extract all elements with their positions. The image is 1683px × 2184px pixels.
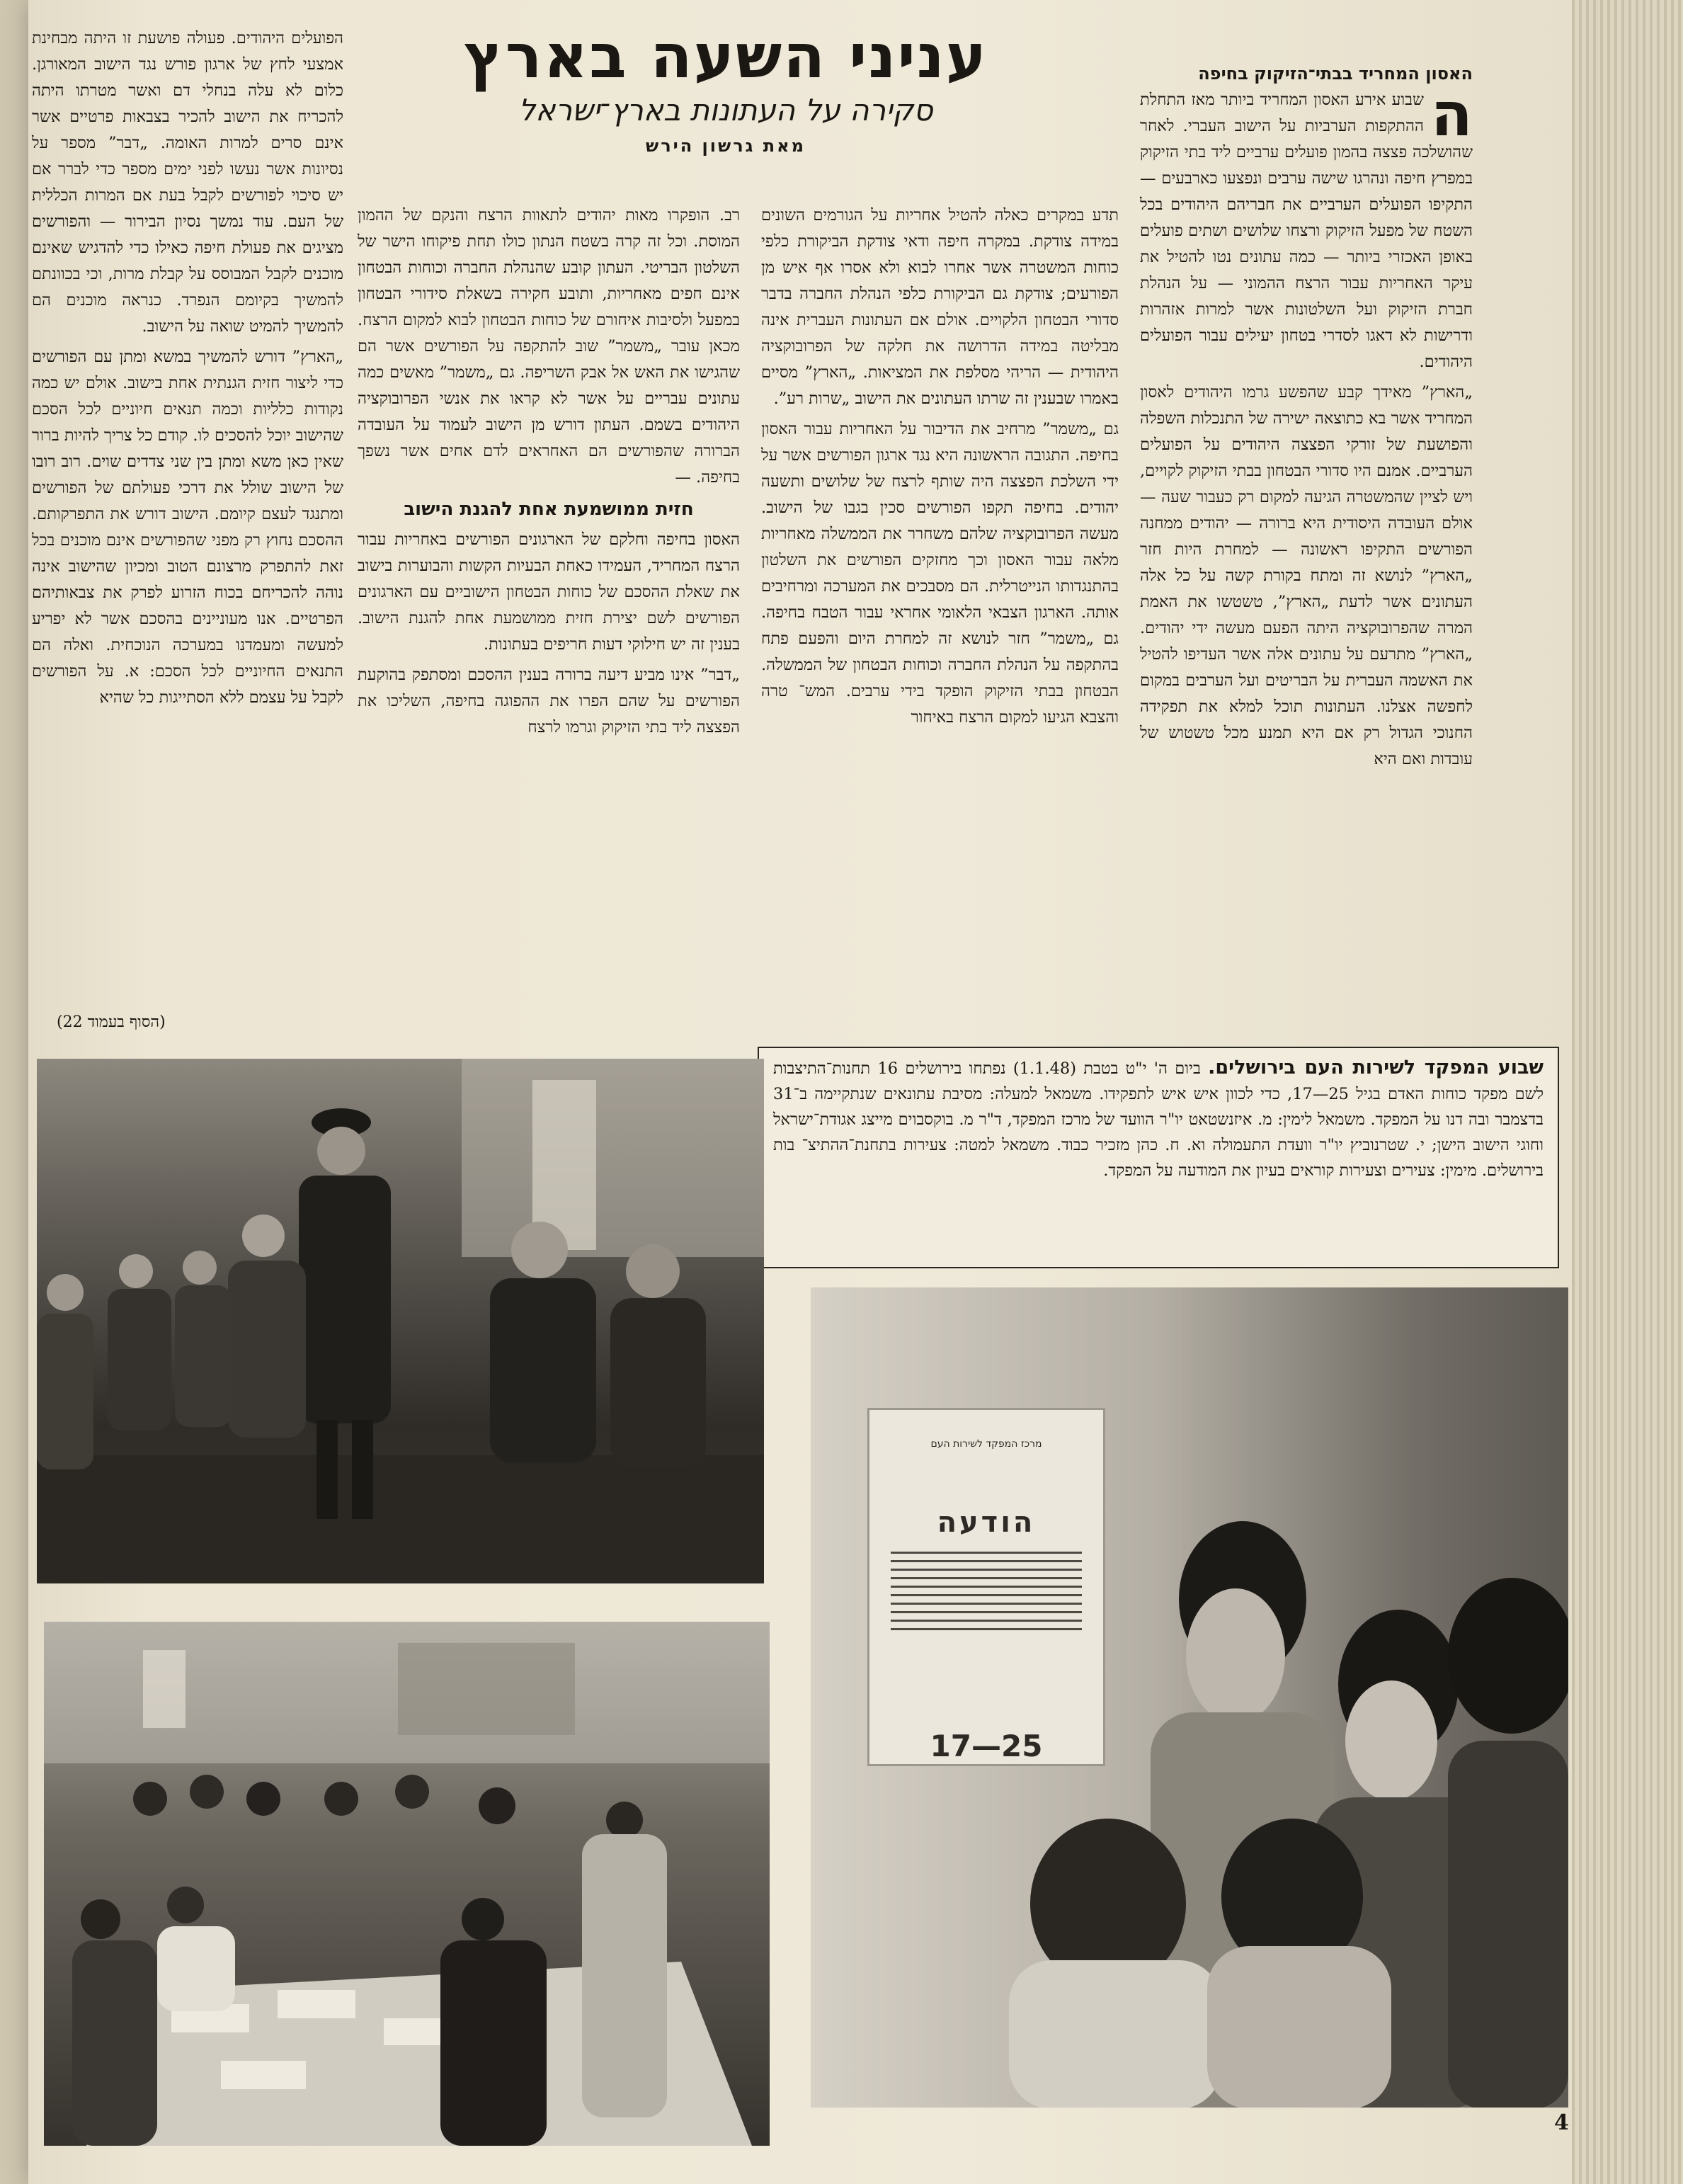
column-paragraph: „הארץ” דורש להמשיך במשא ומתן עם הפורשים כדי ליצור חזית הגנתית אחת בישוב. אולם יש כמה נקודות כלליות וכמה תנאים חיוניים לכל הסכם שהישוב יוכל להסכים לו. קודם כל צריך להיות ברור שאין כאן משא ומתן בין שני צדדים שוים. רוב רובו של הישוב שולל את דרכי פעולתם של הפורשים ומתנגד לעצם קיומם. הישוב דורש את התפרקותם. ההסכם נחוץ רק מפני שהפורשים אינם מוכנים בכל זאת להתפרק מרצונם הטוב ומכיון שהישוב אינה נוהה להכריחם בכוח הזרוע לפרק את צבאותיהם הפרטיים. אנו מעוניינים בהסכם אשר לא יפריע למעשה ומעמדנו במערכה הנוכחית. ואלה הם התנאים החיוניים לכל הסכם: א. על הפורשים לקבל על עצמם ללא הסתייגות כל שהיא xyxy=(32,348,343,707)
caption-title: שבוע המפקד לשירות העם בירושלים. xyxy=(1208,1057,1544,1079)
section-title: חזית ממושמעת אחת להגנת הישוב xyxy=(404,499,694,520)
page-number: 4 xyxy=(1554,2110,1569,2135)
article-column-3 xyxy=(358,203,740,1038)
notice-header: מרכז המפקד לשירות העם xyxy=(930,1438,1042,1450)
article-headline xyxy=(425,21,1027,156)
press-conference-photo xyxy=(37,1059,764,1583)
article-column-4 xyxy=(32,25,343,1038)
enlistment-notice-poster xyxy=(867,1408,1105,1766)
column-paragraph: גם „משמר” מרחיב את הדיבור על האחריות עבור האסון בחיפה. התגובה הראשונה היא נגד ארגון הפורשים אשר על ידי השלכת הפצצה היה שותף לרצח של שלושים ותשעה יהודים. בחיפה תקפו הפורשים סכין בגבו של הישוב. מעשה הפרובוקציה שלהם משחרר את הממשלה מאחריות מלאה עבור האסון וכך מחזקים הפורשים את השלטון בהתנגדותו הנייטרלית. הם מסבכים את המערכה ומרחיבים אותה. הארגון הצבאי הלאומי אחראי עבור הטבח בחיפה. גם „משמר” חזר לנושא זה למחרת היום והפעם פתח בהתקפה על הנהלת החברה וכוחות הבטחון של הממשלה. הבטחון בבתי הזיקוק הופקד בידי ערבים. המש־ טרה והצבא הגיעו למקום הרצח באיחור xyxy=(761,420,1119,727)
column-paragraph: „הארץ” מאידך קבע שהפשע גרמו היהודים לאסון המחריד אשר בא כתוצאה ישירה של התנכלות השפלה והפושעת של זורקי הפצצה היהודים על הפועלים הערביים. אמנם היו סדורי הבטחון בבתי הזיקוק לקויים, ויש לציין שהמשטרה הגיעה למקום רק כעבור שעה — אולם העובדה היסודית היא ברורה — יהודים ממחנה הפורשים התקיפו ראשונה — למחרת היות חזר „הארץ” לנושא זה ומתח בקורת קשה על כל אלה העתונים אשר לדעת „הארץ”, טשטשו את האמת המרה שהפרובוקציה היתה הפעם מעשה ידי יהודים. „הארץ” מתרעם על עתונים אלה אשר העדיפו להטיל את האשמה העברית על הבריטים ועל הערבים במקום לחפשה אצלנו. העתונות תוכל למלא את תפקידה החנוכי הגדול רק אם היא תמנע מכל טשטוש של עובדות ואם היא xyxy=(1140,383,1473,768)
photo-caption-box xyxy=(758,1047,1559,1268)
column-paragraph: תדע במקרים כאלה להטיל אחריות על הגורמים השונים במידה צודקת. במקרה חיפה ודאי צודקת הביקורת כלפי כוחות המשטרה אשר אחרו לבוא ולא אסרו אף איש מן הפורעים; צודקת גם הביקורת כלפי הנהלת החברה בדבר סדורי הבטחון הלקויים. אולם אם העתונות העברית אינה מבליטה במידה הדרושה את חלקה של הפרובוקציה היהודית — הריהי מסלפת את המציאות. „הארץ” מסיים באמרו שבענין זה שרתו העתונים את הישוב „שרות רע”. xyxy=(761,206,1119,408)
drop-cap: ה xyxy=(1430,79,1473,150)
notice-text-lines xyxy=(891,1552,1082,1637)
column-paragraph: ה שבוע אירע האסון המחריד ביותר מאז התחלת ההתקפות הערביות על הישוב העברי. לאחר שהושלכה פצצה בהמון פועלים ערביים ליד בתי הזיקוק במפרץ חיפה ונהרגו שישה ערבים ונפצעו כארבעים — התקיפו הפועלים הערביים את חבריהם היהודים בכל השטח של מפעל הזיקוק ורצחו שלושים ושתים פועלים באופן האכזרי ביותר — כמה עתונים נטו להטיל את עיקר האחריות עבור הרצח ההמוני — על הנהלת חברת הזיקוק ועל השלטונות אשר למרות אזהרות ודרישות לא דאגו לסדרי בטחון יעילים עבור הפועלים היהודים. xyxy=(1140,79,1473,371)
page-stack-edge xyxy=(1572,0,1683,2184)
column-paragraph: האסון בחיפה וחלקם של הארגונים הפורשים באחריות עבור הרצח המחריד, העמידו כאחת הבעיות הקשות והבוערות בישוב את שאלת ההסכם של כוחות הבטחון הישוביים עם הארגונים הפורשים לשם יצירת חזית ממושמעת אחת להגנת הישוב. בענין זה יש חילוקי דעות חריפים בעתונות. xyxy=(358,530,740,654)
notice-ages: 25—17 xyxy=(930,1729,1043,1763)
headline-subtitle: סקירה על העתונות בארץ־ישראל xyxy=(518,93,933,127)
column-1-title: האסון המחריד בבתי־הזיקוק בחיפה xyxy=(1198,64,1473,84)
page-gutter xyxy=(0,0,28,2184)
continued-note: (הסוף בעמוד 22) xyxy=(57,1013,166,1031)
caption-text: ביום ה' י"ט בטבת (1.1.48) נפתחו בירושלים 16 תחנות־התיצבות לשם מפקד כוחות האדם בגיל 25—17, כדי לכוון איש איש לתפקידו. משמאל למעלה: מסיבת עתונאים שנתקיימה ב־31 בדצמבר ובה דנו על המפקד. משמאל לימין: מ. איזנשטאט יו"ר הוועד של מרכז המפקד, ד"ר מ. בוקסבוים מייצג אגודת־ישראל וחוגי הישוב הישן; י. שטרנוביץ יו"ר וועדת התעמולה וא. ח. כהן מזכיר כבוד. משמאל למטה: צעירות בתחנת־ההתיצ־ בות בירושלים. מימין: צעירים וצעירות קוראים בעיון את המודעה על המפקד. xyxy=(773,1059,1544,1180)
youth-reading-notice-photo xyxy=(811,1287,1568,2108)
article-column-2 xyxy=(761,203,1119,1038)
column-paragraph: רב. הופקרו מאות יהודים לתאוות הרצח והנקם של ההמון המוסת. וכל זה קרה בשטח הנתון כולו תחת פיקוחו הישר של השלטון הבריטי. העתון קובע שהנהלת החברה וכוחות הבטחון אינם חפים מאחריות, ותובע חקירה בשאלת סידורי הבטחון במפעל ולסיבות איחורם של כוחות הבטחון לבוא למקום הרצח. מכאן עובר „משמר” שוב להתקפה על הפורשים אשר הם שהגישו את האש אל אבק השריפה. גם „משמר” מאשים כמה עתונים עבריים על אשר לא קראו את אנשי הפרובוקציה היהודים בשמם. העתון דורש מן הישוב לעמוד על העובדה הברורה שהפורשים הם האחראים לדם אחים אשר נשפך בחיפה. — xyxy=(358,206,740,487)
notice-title: הודעה xyxy=(937,1506,1036,1539)
column-paragraph: „דבר” אינו מביע דיעה ברורה בענין ההסכם ומסתפק בהוקעת הפורשים על שהם הפרו את ההפוגה בחיפה, השליכו את הפצצה ליד בתי הזיקוק וגרמו לרצח xyxy=(358,666,740,736)
column-paragraph: הפועלים היהודים. פעולה פושעת זו היתה מבחינת אמצעי לחץ של ארגון פורש נגד הישוב המאורגן. כלום לא עלה בנחלי דם ואשר מטרתו היתה להכריח את הישוב להכיר בצבאות פרטיים אשר אינם סרים למרות האומה. „דבר” מספר על נסיונות אשר נעשו לפני ימים מספר כדי לברר אם יש סיכוי לפורשים לקבל בעת אם המרות הכללית של העם. עוד נמשך נסיון הבירור — והפורשים מציגים את פעולת חיפה כאילו כדי להדגיש שאינם מוכנים לקבל המבוסס על קבלת מרות, וכי בכוונתם להמשיך בקיומם הנפרד. כנראה מוכנים הם להמשיך להמיט שואה על הישוב. xyxy=(32,29,343,336)
headline-title: עניני השעה בארץ xyxy=(463,21,988,92)
article-column-1 xyxy=(1140,61,1473,1038)
registration-station-photo xyxy=(44,1622,770,2146)
headline-byline: מאת גרשון הירש xyxy=(646,136,806,156)
